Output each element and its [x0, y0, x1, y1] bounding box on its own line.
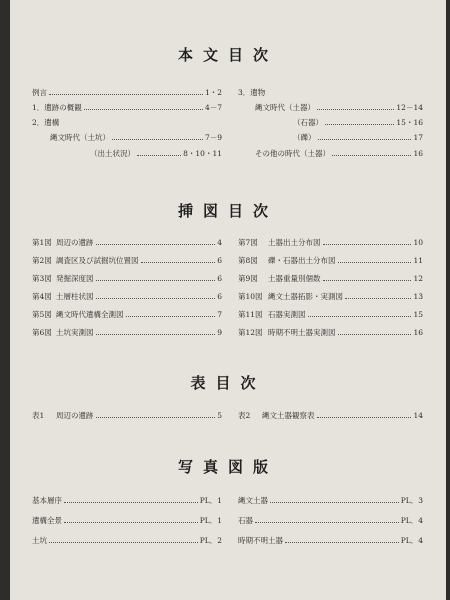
leader-dots: [49, 542, 198, 543]
toc-label: 縄文時代（土坑）: [50, 133, 110, 142]
leader-dots: [137, 155, 181, 156]
toc-label: 1．遺跡の概観: [32, 103, 82, 112]
figure-page: 10: [413, 238, 423, 247]
figure-label: 礫・石器出土分布図: [268, 256, 336, 265]
document-page: [10, 0, 446, 600]
figure-page: 16: [413, 328, 423, 337]
figure-page: 4: [217, 238, 222, 247]
figure-row[interactable]: [32, 274, 222, 283]
figure-row[interactable]: [32, 310, 222, 319]
figure-row[interactable]: [238, 274, 423, 283]
leader-dots: [317, 417, 412, 418]
leader-dots: [64, 522, 198, 523]
sozu-title: 挿図目次: [177, 202, 278, 220]
figure-label: 周辺の遺跡: [56, 238, 94, 247]
table-label: 縄文土器観察表: [262, 411, 315, 420]
toc-page: 1・2: [204, 88, 222, 97]
leader-dots: [255, 522, 399, 523]
toc-row[interactable]: [293, 118, 423, 127]
plate-label: 縄文土器: [238, 496, 268, 505]
toc-row[interactable]: [255, 103, 423, 112]
figure-page: 6: [217, 292, 222, 301]
leader-dots: [338, 262, 412, 263]
leader-dots: [49, 94, 203, 95]
plate-page: PL．2: [199, 536, 222, 545]
toc-heading: 3．遺物: [238, 88, 266, 97]
figure-page: 6: [217, 274, 222, 283]
plate-row[interactable]: [238, 496, 423, 505]
plate-row[interactable]: [32, 536, 222, 545]
figure-number: 第9図: [238, 274, 258, 283]
leader-dots: [84, 109, 203, 110]
leader-dots: [345, 298, 411, 299]
figure-label: 土層柱状図: [56, 292, 94, 301]
figure-row[interactable]: [238, 328, 423, 337]
toc-page: 8・10・11: [183, 149, 222, 158]
toc-row[interactable]: [90, 149, 222, 158]
leader-dots: [285, 542, 399, 543]
figure-number: 第2図: [32, 256, 52, 265]
figure-row[interactable]: [32, 328, 222, 337]
table-label: 周辺の遺跡: [56, 411, 94, 420]
table-row[interactable]: [32, 411, 222, 420]
leader-dots: [317, 109, 394, 110]
figure-row[interactable]: [32, 256, 222, 265]
plate-label: 基本層序: [32, 496, 62, 505]
figure-page: 12: [413, 274, 423, 283]
figure-row[interactable]: [238, 310, 423, 319]
plate-page: PL．4: [400, 536, 423, 545]
shashin-title: 写真図版: [177, 458, 278, 476]
leader-dots: [325, 124, 394, 125]
figure-row[interactable]: [238, 256, 423, 265]
toc-row[interactable]: [50, 133, 222, 142]
toc-row[interactable]: [293, 133, 423, 142]
toc-row[interactable]: [32, 103, 222, 112]
toc-page: 16: [413, 149, 423, 158]
hyo-title: 表目次: [190, 374, 266, 392]
table-number: 表1: [32, 411, 45, 420]
toc-label: （礫）: [293, 133, 316, 142]
figure-label: 土坑実測図: [56, 328, 94, 337]
toc-page: 12－14: [396, 103, 423, 112]
figure-page: 6: [217, 256, 222, 265]
toc-row[interactable]: [32, 88, 222, 97]
table-page: 14: [413, 411, 423, 420]
leader-dots: [323, 244, 412, 245]
figure-page: 13: [413, 292, 423, 301]
plate-label: 石器: [238, 516, 253, 525]
figure-page: 7: [217, 310, 222, 319]
plate-row[interactable]: [32, 516, 222, 525]
leader-dots: [96, 334, 216, 335]
leader-dots: [338, 334, 412, 335]
toc-label: （出土状況）: [90, 149, 135, 158]
figure-label: 時期不明土器実測図: [268, 328, 336, 337]
figure-row[interactable]: [32, 238, 222, 247]
toc-page: 4－7: [204, 103, 222, 112]
leader-dots: [96, 280, 216, 281]
toc-label: （石器）: [293, 118, 323, 127]
plate-label: 時期不明土器: [238, 536, 283, 545]
plate-label: 遺構全景: [32, 516, 62, 525]
leader-dots: [126, 316, 216, 317]
leader-dots: [64, 502, 198, 503]
figure-page: 9: [217, 328, 222, 337]
toc-page: 15・16: [396, 118, 423, 127]
leader-dots: [96, 244, 216, 245]
figure-row[interactable]: [238, 292, 423, 301]
figure-label: 土器重量別個数: [268, 274, 321, 283]
plate-row[interactable]: [238, 516, 423, 525]
figure-label: 調査区及び試掘坑位置図: [56, 256, 139, 265]
table-number: 表2: [238, 411, 251, 420]
figure-label: 石器実測図: [268, 310, 306, 319]
figure-number: 第8図: [238, 256, 258, 265]
leader-dots: [141, 262, 216, 263]
honbun-title: 本文目次: [177, 46, 278, 64]
figure-page: 15: [413, 310, 423, 319]
figure-number: 第4図: [32, 292, 52, 301]
leader-dots: [96, 417, 216, 418]
plate-page: PL．1: [199, 496, 222, 505]
leader-dots: [112, 139, 203, 140]
leader-dots: [332, 155, 411, 156]
toc-label: 縄文時代（土器）: [255, 103, 315, 112]
leader-dots: [270, 502, 399, 503]
toc-label: 例言: [32, 88, 47, 97]
plate-page: PL．3: [400, 496, 423, 505]
figure-label: 縄文時代遺構全測図: [56, 310, 124, 319]
figure-number: 第12図: [238, 328, 263, 337]
plate-page: PL．4: [400, 516, 423, 525]
leader-dots: [318, 139, 412, 140]
figure-row[interactable]: [238, 238, 423, 247]
figure-number: 第5図: [32, 310, 52, 319]
figure-page: 11: [413, 256, 423, 265]
leader-dots: [323, 280, 412, 281]
figure-number: 第6図: [32, 328, 52, 337]
toc-page: 17: [413, 133, 423, 142]
figure-number: 第10図: [238, 292, 263, 301]
figure-number: 第11図: [238, 310, 263, 319]
figure-number: 第3図: [32, 274, 52, 283]
plate-label: 土坑: [32, 536, 47, 545]
figure-label: 土器出土分布図: [268, 238, 321, 247]
leader-dots: [96, 298, 216, 299]
leader-dots: [308, 316, 412, 317]
figure-number: 第1図: [32, 238, 52, 247]
toc-row[interactable]: [255, 149, 423, 158]
figure-row[interactable]: [32, 292, 222, 301]
figure-label: 縄文土器拓影・実測図: [268, 292, 343, 301]
table-row[interactable]: [238, 411, 423, 420]
figure-label: 発掘深度図: [56, 274, 94, 283]
plate-row[interactable]: [32, 496, 222, 505]
toc-page: 7－9: [204, 133, 222, 142]
plate-row[interactable]: [238, 536, 423, 545]
figure-number: 第7図: [238, 238, 258, 247]
toc-heading: 2．遺構: [32, 118, 60, 127]
toc-label: その他の時代（土器）: [255, 149, 330, 158]
plate-page: PL．1: [199, 516, 222, 525]
table-page: 5: [217, 411, 222, 420]
